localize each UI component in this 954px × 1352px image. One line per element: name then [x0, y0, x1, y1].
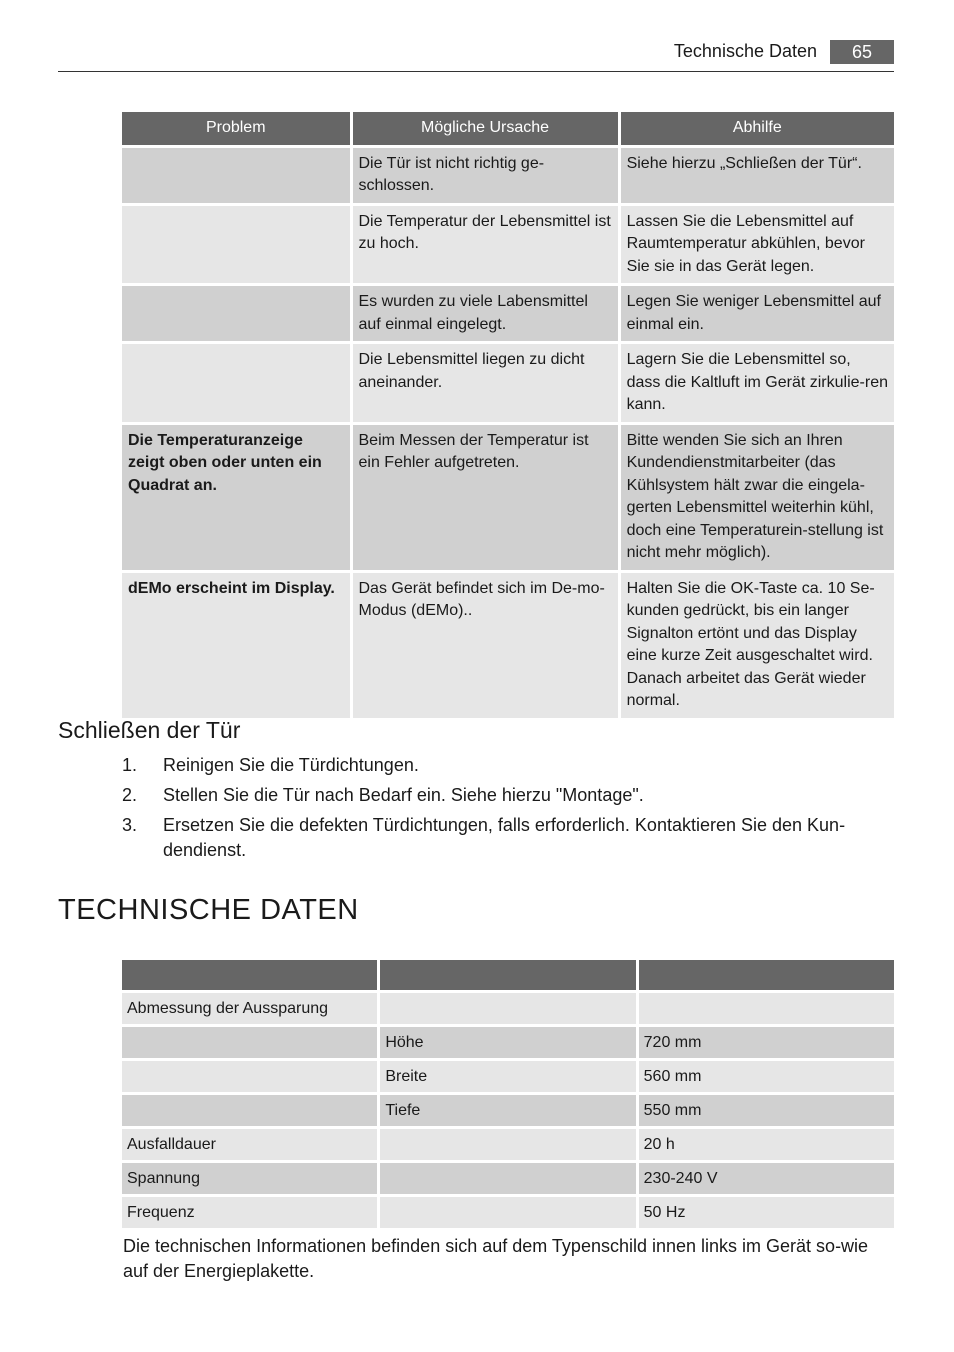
problem-cell: Die Temperaturanzeige zeigt oben oder unten ein Quadrat an.: [122, 425, 350, 570]
troubleshooting-table: [119, 109, 897, 721]
tech-section-heading: TECHNISCHE DATEN: [58, 894, 359, 926]
sublabel-cell: [380, 1163, 635, 1194]
label-cell: Abmessung der Aussparung: [122, 993, 377, 1024]
cause-cell: Die Temperatur der Lebensmittel ist zu hoch.: [353, 206, 618, 284]
table-row: [122, 206, 894, 284]
sublabel-cell: [380, 993, 635, 1024]
tech-data-table: [119, 957, 897, 1231]
page-header: [58, 38, 894, 72]
remedy-cell: Halten Sie die OK-Taste ca. 10 Se-kunden gedrückt, bis ein langer Signalton ertönt und das Display eine kurze Zeit ausgeschaltet wird. Danach arbeitet das Gerät wieder normal.: [621, 573, 894, 718]
list-item: [58, 753, 894, 778]
sublabel-cell: [380, 1129, 635, 1160]
table-row: [122, 344, 894, 422]
value-cell: 230-240 V: [639, 1163, 894, 1194]
list-item: [58, 813, 894, 863]
cause-cell: Die Lebensmittel liegen zu dicht aneinander.: [353, 344, 618, 422]
door-section-heading: Schließen der Tür: [58, 717, 241, 743]
step-text: Ersetzen Sie die defekten Türdichtungen, falls erforderlich. Kontaktieren Sie den Kun-dendienst.: [163, 815, 846, 860]
cause-cell: Das Gerät befindet sich im De-mo-Modus (dEMo)..: [353, 573, 618, 718]
problem-cell: [122, 344, 350, 422]
value-cell: [639, 993, 894, 1024]
table-row: [122, 1163, 894, 1194]
table-row: [122, 1027, 894, 1058]
problem-cell: [122, 148, 350, 203]
column-header-remedy: Abhilfe: [621, 112, 894, 145]
label-cell: [122, 1027, 377, 1058]
value-cell: 720 mm: [639, 1027, 894, 1058]
sublabel-cell: Höhe: [380, 1027, 635, 1058]
table-header-row: [122, 112, 894, 145]
remedy-cell: Siehe hierzu „Schließen der Tür“.: [621, 148, 894, 203]
sublabel-cell: Breite: [380, 1061, 635, 1092]
sublabel-cell: [380, 1197, 635, 1228]
label-cell: [122, 1095, 377, 1126]
label-cell: Frequenz: [122, 1197, 377, 1228]
column-header-cause: Mögliche Ursache: [353, 112, 618, 145]
table-row: [122, 1095, 894, 1126]
column-header: [380, 960, 635, 990]
value-cell: 550 mm: [639, 1095, 894, 1126]
page-number: 65: [830, 40, 894, 64]
column-header: [639, 960, 894, 990]
value-cell: 50 Hz: [639, 1197, 894, 1228]
label-cell: [122, 1061, 377, 1092]
step-number: 3.: [122, 815, 138, 835]
step-number: 1.: [122, 755, 138, 775]
table-row: [122, 425, 894, 570]
table-header-row: [122, 960, 894, 990]
label-cell: Ausfalldauer: [122, 1129, 377, 1160]
table-row: [122, 286, 894, 341]
table-row: [122, 148, 894, 203]
remedy-cell: Bitte wenden Sie sich an Ihren Kundendienstmitarbeiter (das Kühlsystem hält zwar die eingela-gerten Lebensmittel weiterhin kühl, doch eine Temperaturein-stellung ist nicht mehr möglich).: [621, 425, 894, 570]
value-cell: 560 mm: [639, 1061, 894, 1092]
label-cell: Spannung: [122, 1163, 377, 1194]
step-text: Reinigen Sie die Türdichtungen.: [163, 755, 419, 775]
value-cell: 20 h: [639, 1129, 894, 1160]
header-title: Technische Daten: [673, 41, 817, 61]
remedy-cell: Lagern Sie die Lebensmittel so, dass die Kaltluft im Gerät zirkulie-ren kann.: [621, 344, 894, 422]
cause-cell: Es wurden zu viele Labensmittel auf einmal eingelegt.: [353, 286, 618, 341]
table-row: [122, 573, 894, 718]
step-text: Stellen Sie die Tür nach Bedarf ein. Siehe hierzu "Montage".: [163, 785, 644, 805]
column-header: [122, 960, 377, 990]
cause-cell: Beim Messen der Temperatur ist ein Fehler aufgetreten.: [353, 425, 618, 570]
list-item: [58, 783, 894, 808]
table-row: [122, 993, 894, 1024]
tech-note: Die technischen Informationen befinden sich auf dem Typenschild innen links im Gerät so-wie auf der Energieplakette.: [123, 1236, 869, 1281]
table-row: [122, 1197, 894, 1228]
door-steps-list: [58, 753, 894, 868]
sublabel-cell: Tiefe: [380, 1095, 635, 1126]
remedy-cell: Legen Sie weniger Lebensmittel auf einmal ein.: [621, 286, 894, 341]
problem-cell: [122, 206, 350, 284]
remedy-cell: Lassen Sie die Lebensmittel auf Raumtemperatur abkühlen, bevor Sie sie in das Gerät legen.: [621, 206, 894, 284]
cause-cell: Die Tür ist nicht richtig ge-schlossen.: [353, 148, 618, 203]
table-row: [122, 1129, 894, 1160]
column-header-problem: Problem: [122, 112, 350, 145]
step-number: 2.: [122, 785, 138, 805]
problem-cell: dEMo erscheint im Display.: [122, 573, 350, 718]
problem-cell: [122, 286, 350, 341]
table-row: [122, 1061, 894, 1092]
